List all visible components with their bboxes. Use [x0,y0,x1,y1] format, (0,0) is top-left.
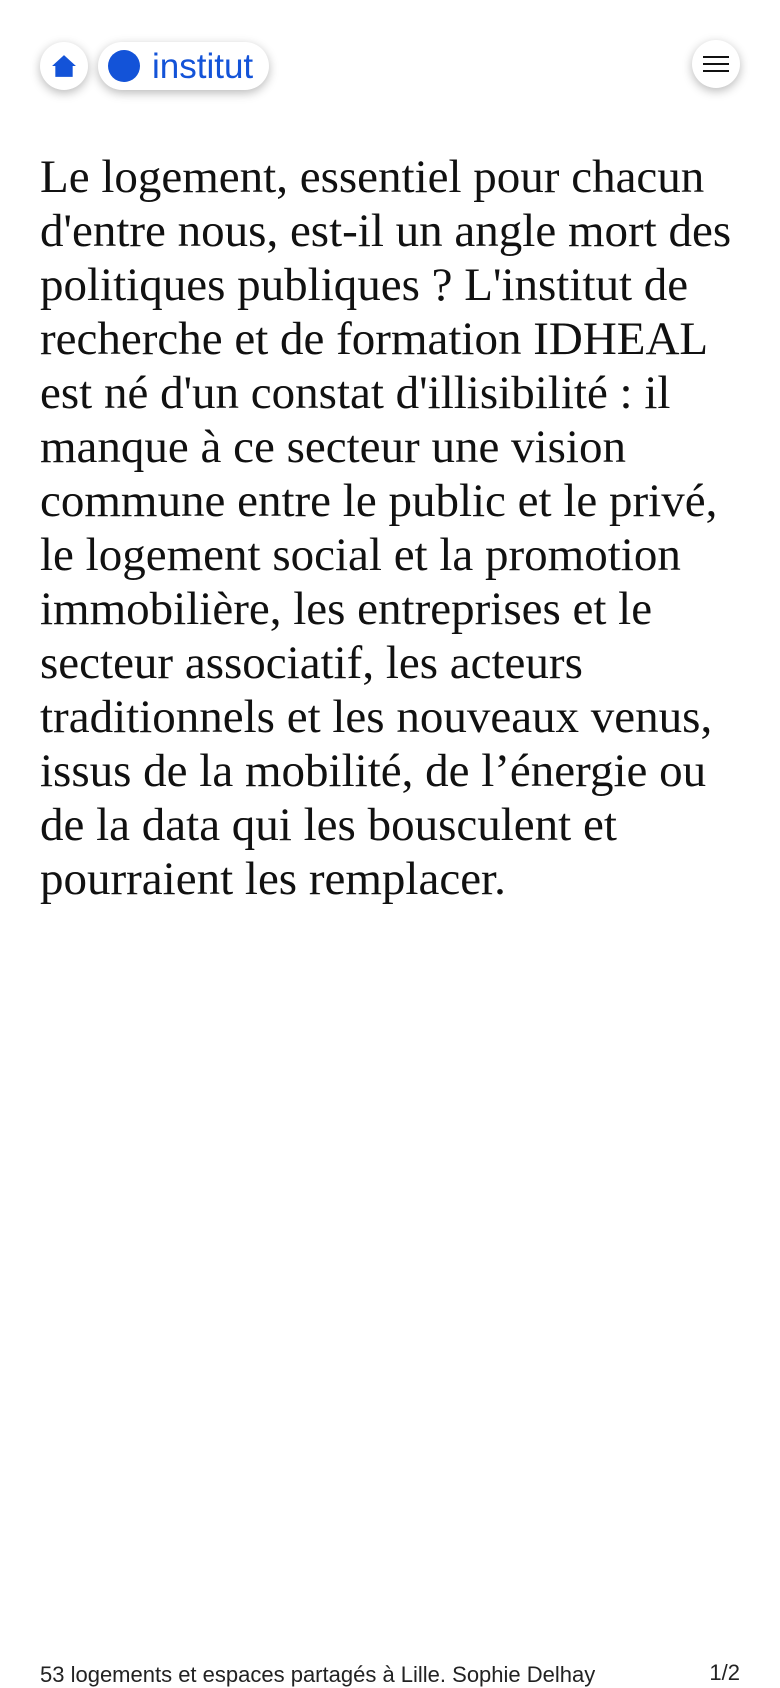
image-caption-bar [40,1658,740,1688]
home-icon [51,53,77,79]
image-caption: 53 logements et espaces partagés à Lille. Sophie Delhay [40,1662,596,1687]
home-button[interactable] [40,42,88,90]
circle-icon [108,50,140,82]
site-label: institut [152,46,254,86]
institut-nav-pill[interactable] [98,42,269,90]
hamburger-menu-icon [702,54,730,74]
menu-button[interactable] [692,40,740,88]
slide-counter: 1/2 [709,1660,740,1685]
intro-paragraph: Le logement, essentiel pour chacun d'entre nous, est-il un angle mort des politiques publiques ? L'institut de recherche et de formation IDHEAL est né d'un constat d'illisibilité : il manque à ce secteur une vision commune entre le public et le privé, le logement social et la promotion immobilière, les entreprises et le secteur associatif, les acteurs traditionnels et les nouveaux venus, issus de la mobilité, de l’énergie ou de la data qui les bousculent et pourraient les remplacer. [40,151,732,905]
top-bar [40,40,740,92]
